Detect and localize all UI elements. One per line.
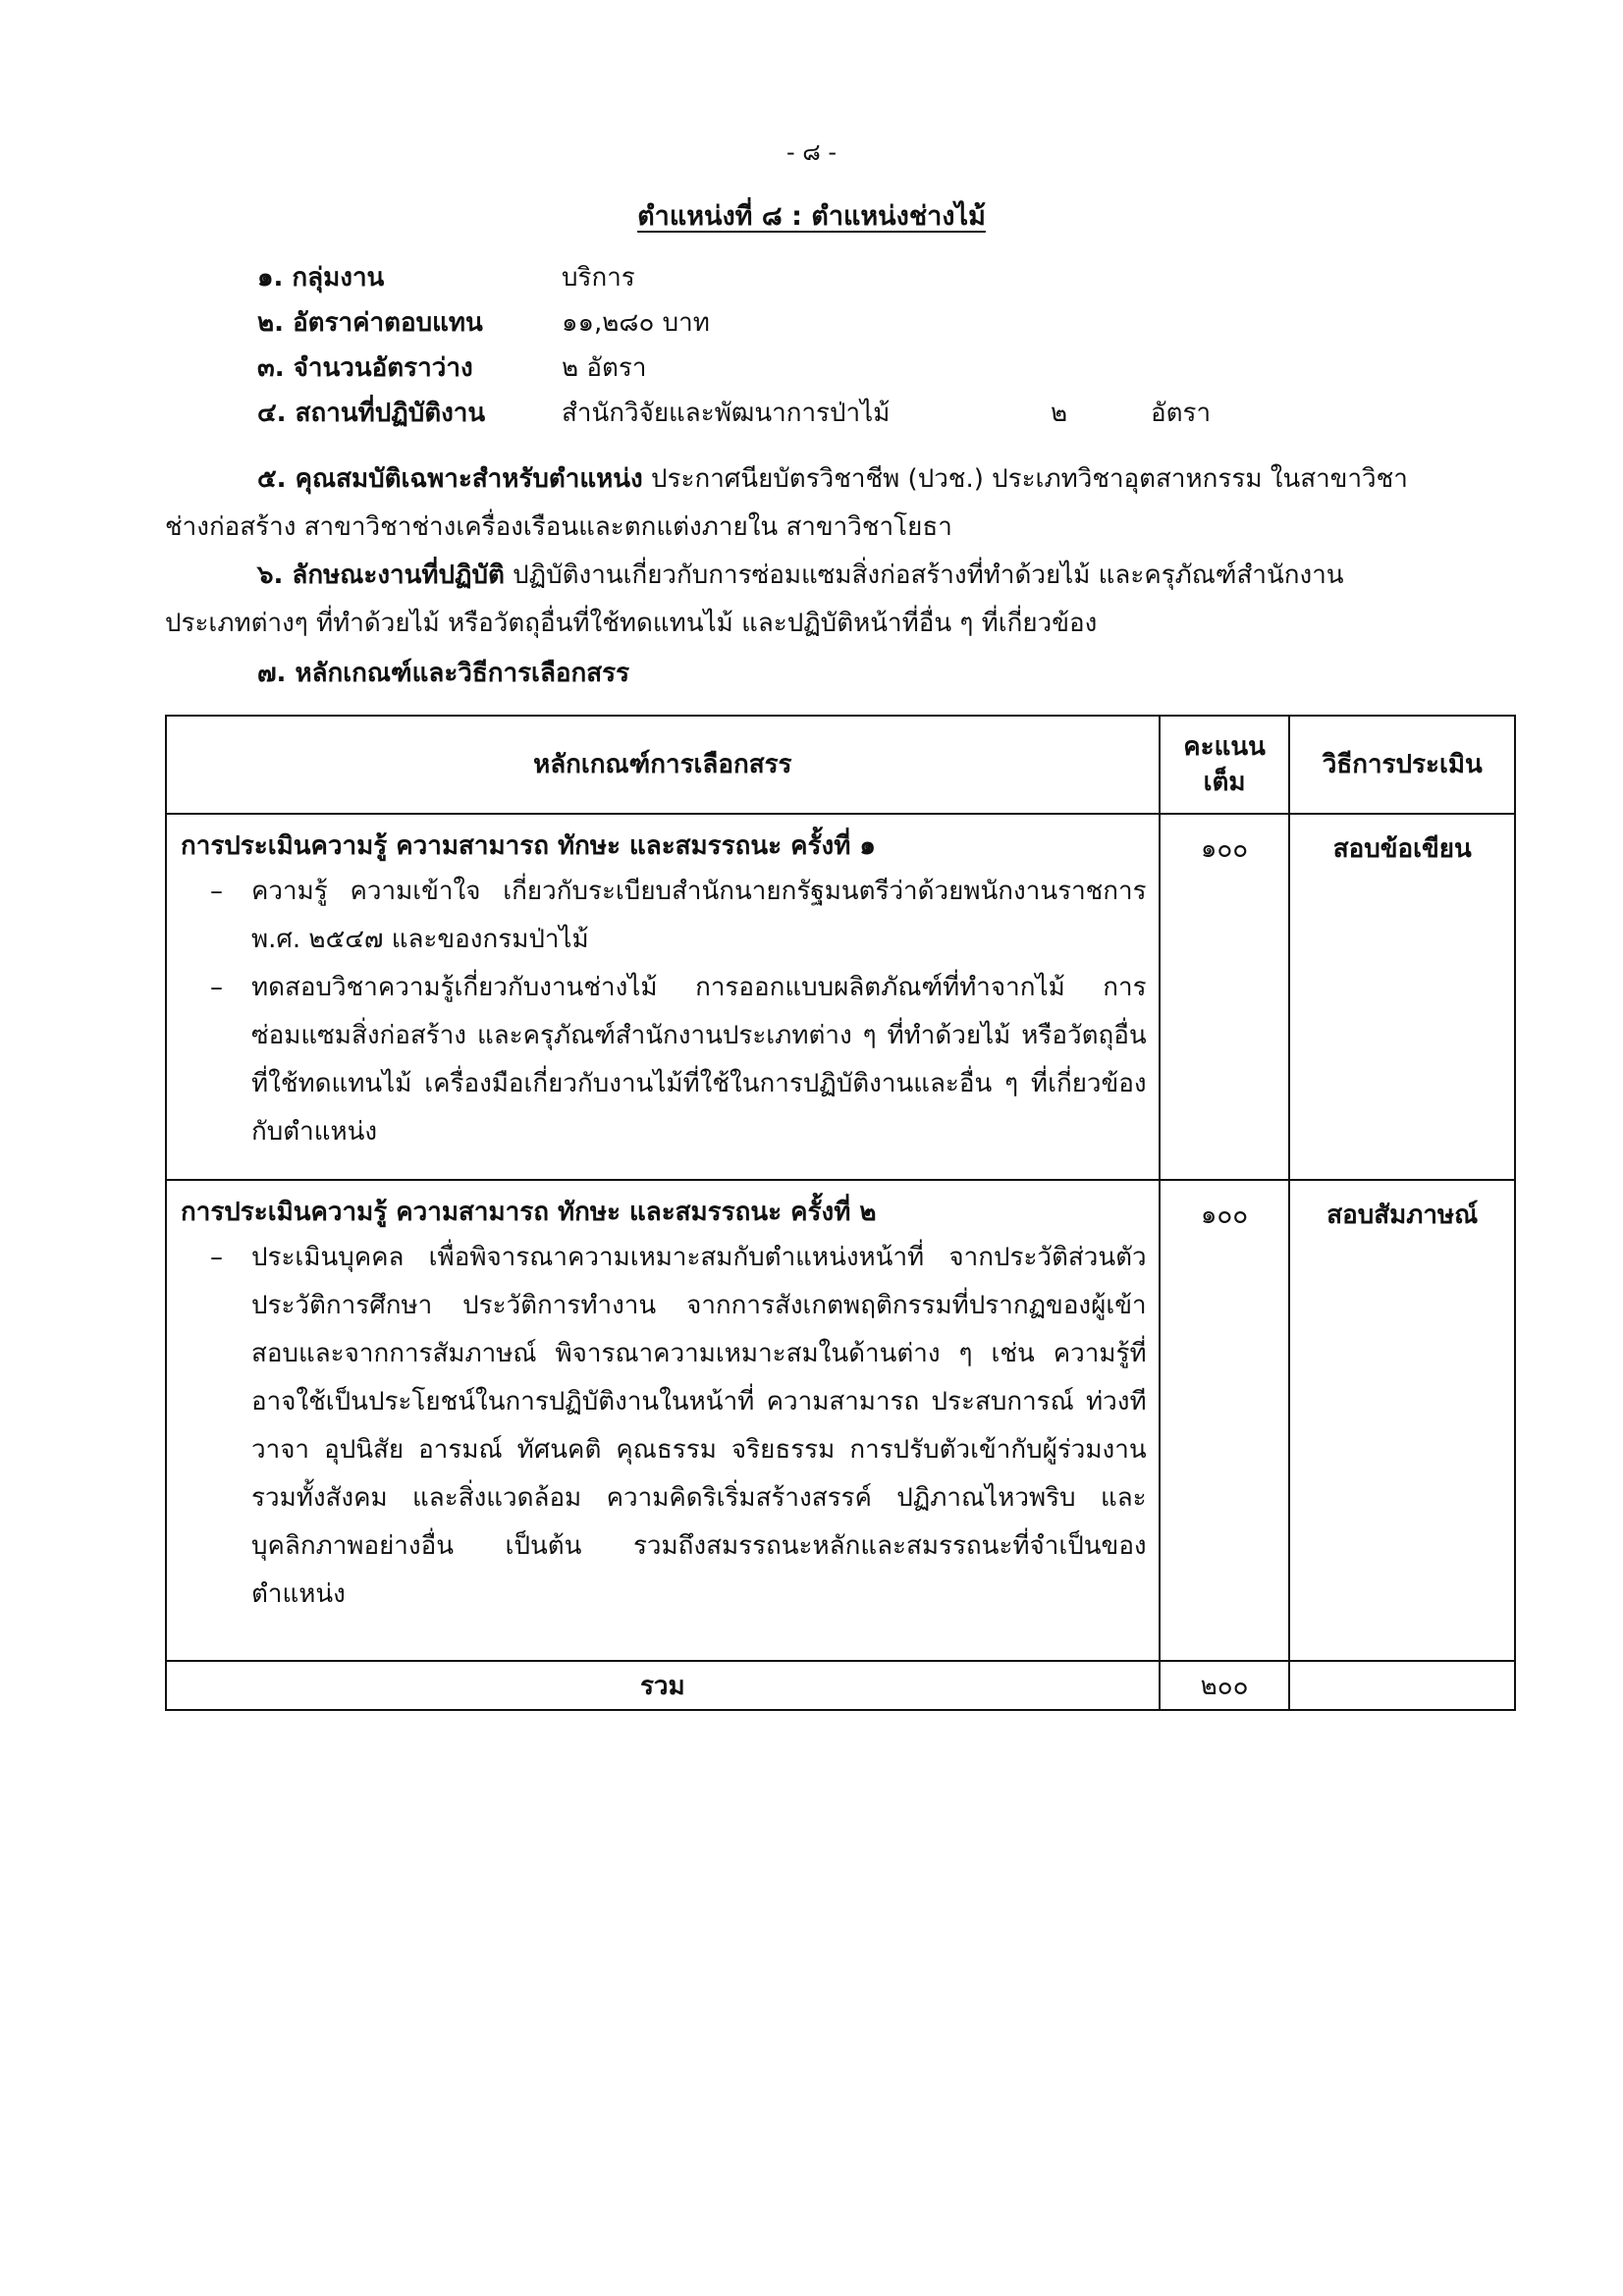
qualification-line1: ประกาศนียบัตรวิชาชีพ (ปวช.) ประเภทวิชาอุตสาหกรรม ในสาขาวิชา bbox=[651, 464, 1408, 494]
table-row bbox=[166, 814, 1515, 1180]
list-item bbox=[181, 1234, 1147, 1619]
list-item bbox=[181, 868, 1147, 964]
duties-paragraph bbox=[165, 552, 1490, 648]
total-label: รวม bbox=[166, 1661, 1160, 1710]
table-header-row bbox=[166, 716, 1515, 814]
method-cell: สอบข้อเขียน bbox=[1289, 814, 1515, 1180]
method-cell: สอบสัมภาษณ์ bbox=[1289, 1180, 1515, 1661]
duties-line2: ประเภทต่างๆ ที่ทำด้วยไม้ หรือวัตถุอื่นที่ใช้ทดแทนไม้ และปฏิบัติหน้าที่อื่น ๆ ที่เกี่ยวข้อง bbox=[165, 609, 1098, 638]
header-criteria: หลักเกณฑ์การเลือกสรร bbox=[166, 716, 1160, 814]
score-cell: ๑๐๐ bbox=[1160, 814, 1290, 1180]
header-score bbox=[1160, 716, 1290, 814]
qualification-label: ๕. คุณสมบัติเฉพาะสำหรับตำแหน่ง bbox=[257, 464, 643, 494]
header-score-line2: เต็ม bbox=[1203, 768, 1246, 797]
total-method-empty bbox=[1289, 1661, 1515, 1710]
page-number: - ๘ - bbox=[785, 138, 838, 166]
criteria-cell bbox=[166, 814, 1160, 1180]
field-label: ๒. อัตราค่าตอบแทน bbox=[257, 308, 483, 338]
field-label: ๓. จำนวนอัตราว่าง bbox=[257, 353, 473, 383]
field-count: ๒ bbox=[1051, 399, 1068, 428]
total-row bbox=[166, 1661, 1515, 1710]
score-cell: ๑๐๐ bbox=[1160, 1180, 1290, 1661]
header-score-line1: คะแนน bbox=[1183, 732, 1266, 762]
field-value: ๑๑,๒๘๐ บาท bbox=[562, 308, 710, 338]
criteria-table bbox=[165, 715, 1516, 1711]
duties-label: ๖. ลักษณะงานที่ปฏิบัติ bbox=[257, 561, 505, 590]
total-score: ๒๐๐ bbox=[1160, 1661, 1290, 1710]
bullet-text: ความรู้ ความเข้าใจ เกี่ยวกับระเบียบสำนักนายกรัฐมนตรีว่าด้วยพนักงานราชการ พ.ศ. ๒๕๔๗ และของกรมป่าไม้ bbox=[251, 877, 1147, 954]
page-title bbox=[0, 194, 1623, 237]
criteria-cell bbox=[166, 1180, 1160, 1661]
bullet-text: ประเมินบุคคล เพื่อพิจารณาความเหมาะสมกับตำแหน่งหน้าที่ จากประวัติส่วนตัว ประวัติการศึกษา ประวัติการทำงาน จากการสังเกตพฤติกรรมที่ปรากฏของผู้เข้าสอบและจากการสัมภาษณ์ พิจารณาความเหมาะสมในด้านต่าง ๆ เช่น ความรู้ที่อาจใช้เป็นประโยชน์ในการปฏิบัติงานในหน้าที่ ความสามารถ ประสบการณ์ ท่วงทีวาจา อุปนิสัย อารมณ์ ทัศนคติ คุณธรรม จริยธรรม การปรับตัวเข้ากับผู้ร่วมงาน รวมทั้งสังคม และสิ่งแวดล้อม ความคิดริเริ่มสร้างสรรค์ ปฏิภาณไหวพริบ และบุคลิกภาพอย่างอื่น เป็นต้น รวมถึงสมรรถนะหลักและสมรรถนะที่จำเป็นของตำแหน่ง bbox=[251, 1243, 1147, 1609]
section-heading: การประเมินความรู้ ความสามารถ ทักษะ และสมรรถนะ ครั้งที่ ๑ bbox=[181, 831, 876, 861]
dash-icon: – bbox=[210, 1243, 223, 1272]
header-method: วิธีการประเมิน bbox=[1289, 716, 1515, 814]
field-value: ๒ อัตรา bbox=[562, 353, 647, 383]
bullet-text: ทดสอบวิชาความรู้เกี่ยวกับงานช่างไม้ การออกแบบผลิตภัณฑ์ที่ทำจากไม้ การซ่อมแซมสิ่งก่อสร้าง และครุภัณฑ์สำนักงานประเภทต่าง ๆ ที่ทำด้วยไม้ หรือวัตถุอื่นที่ใช้ทดแทนไม้ เครื่องมือเกี่ยวกับงานไม้ที่ใช้ในการปฏิบัติงานและอื่น ๆ ที่เกี่ยวข้องกับตำแหน่ง bbox=[251, 973, 1147, 1147]
field-value: สำนักวิจัยและพัฒนาการป่าไม้ bbox=[562, 399, 891, 428]
dash-icon: – bbox=[210, 877, 223, 906]
table-row bbox=[166, 1180, 1515, 1661]
field-label: ๑. กลุ่มงาน bbox=[257, 263, 385, 293]
field-unit: อัตรา bbox=[1151, 399, 1212, 428]
field-label: ๔. สถานที่ปฏิบัติงาน bbox=[257, 399, 486, 428]
duties-line1: ปฏิบัติงานเกี่ยวกับการซ่อมแซมสิ่งก่อสร้างที่ทำด้วยไม้ และครุภัณฑ์สำนักงาน bbox=[513, 561, 1344, 590]
qualification-line2: ช่างก่อสร้าง สาขาวิชาช่างเครื่องเรือนและตกแต่งภายใน สาขาวิชาโยธา bbox=[165, 512, 952, 542]
field-value: บริการ bbox=[562, 263, 635, 293]
page-title-text: ตำแหน่งที่ ๘ : ตำแหน่งช่างไม้ bbox=[637, 201, 986, 232]
dash-icon: – bbox=[210, 973, 223, 1002]
qualification-paragraph bbox=[165, 455, 1490, 552]
list-item bbox=[181, 964, 1147, 1156]
selection-heading: ๗. หลักเกณฑ์และวิธีการเลือกสรร bbox=[257, 659, 630, 688]
section-heading: การประเมินความรู้ ความสามารถ ทักษะ และสมรรถนะ ครั้งที่ ๒ bbox=[181, 1198, 877, 1227]
